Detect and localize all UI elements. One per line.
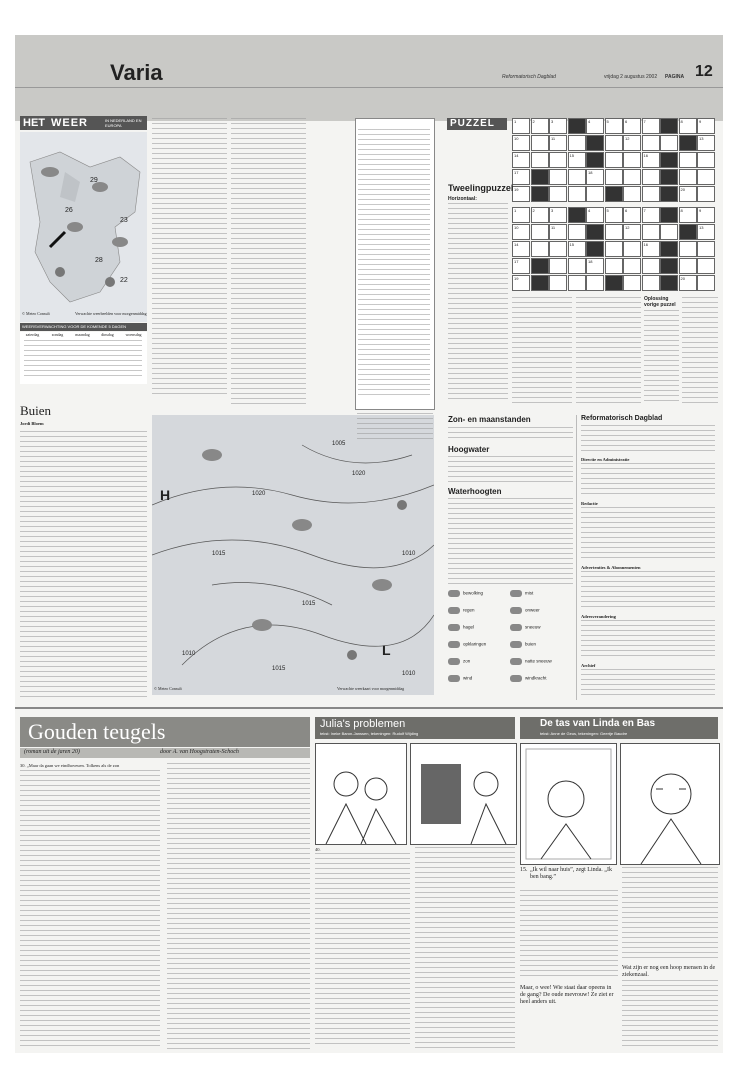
forecast-values xyxy=(24,340,142,380)
grid1-cell-number: 3 xyxy=(551,119,554,124)
zon-text xyxy=(448,427,573,441)
isobar-label-5: 1010 xyxy=(402,551,416,557)
isobar-label-1: 1020 xyxy=(252,491,266,497)
grid2-cell xyxy=(642,275,660,291)
colofon-address xyxy=(581,425,715,455)
grid1-cell xyxy=(531,186,549,202)
grid1-cell xyxy=(568,152,586,168)
julia-panel-2 xyxy=(410,743,517,845)
grid1-cell xyxy=(679,135,697,151)
gouden-sub-left: (roman uit de jaren 20) xyxy=(24,749,80,755)
grid1-cell xyxy=(512,152,530,168)
legend-label: mist xyxy=(525,590,534,596)
waterhoogten-text xyxy=(448,498,573,586)
grid1-cell-number: 12 xyxy=(625,136,630,141)
legend-label: onweer xyxy=(525,607,540,613)
grid1-cell xyxy=(623,118,641,134)
grid1-cell xyxy=(512,118,530,134)
weather-map xyxy=(20,132,147,322)
grid1-cell xyxy=(679,118,697,134)
grid2-cell xyxy=(549,258,567,274)
page-number: 12 xyxy=(695,63,713,80)
grid1-cell xyxy=(642,169,660,185)
grid1-cell xyxy=(549,135,567,151)
grid2-cell xyxy=(549,224,567,240)
grid1-cell-number: 1 xyxy=(514,119,517,124)
legend-label: buien xyxy=(525,641,537,647)
grid1-cell-number: 16 xyxy=(643,153,648,158)
grid1-cell-number: 9 xyxy=(699,119,702,124)
legend-item xyxy=(448,590,483,597)
grid2-cell xyxy=(531,258,549,274)
weather-map-icon xyxy=(20,132,147,310)
grid1-cell xyxy=(697,169,715,185)
legend-symbol-icon xyxy=(510,641,522,648)
grid1-cell xyxy=(660,152,678,168)
legend-symbol-icon xyxy=(448,590,460,597)
colofon xyxy=(576,415,719,700)
puzzle-clues-1 xyxy=(448,203,508,403)
buien-text xyxy=(20,431,147,701)
puzzle-solution-1 xyxy=(644,310,679,403)
grid2-cell xyxy=(642,241,660,257)
forecast-banner: WEERSVERWACHTING VOOR DE KOMENDE 5 DAGEN xyxy=(20,323,147,331)
issue-date: vrijdag 2 augustus 2002 xyxy=(604,74,658,80)
grid1-cell-number: 18 xyxy=(588,170,593,175)
grid2-cell-number: 5 xyxy=(606,208,609,213)
grid2-cell xyxy=(642,207,660,223)
julia-credits: tekst: Ineke Baron-Janssen, tekeningen: Rudolf Wijding xyxy=(320,731,419,736)
grid2-cell xyxy=(512,207,530,223)
grid2-cell xyxy=(697,258,715,274)
weather-banner-sub: IN NEDERLAND EN EUROPA xyxy=(105,118,142,128)
grid2-cell xyxy=(697,241,715,257)
grid1-cell xyxy=(623,152,641,168)
legend-label: windkracht xyxy=(525,675,547,681)
crossword-grid-1 xyxy=(512,118,717,203)
grid2-cell-number: 17 xyxy=(514,259,519,264)
grid2-cell-number: 1 xyxy=(514,208,517,213)
grid1-cell-number: 2 xyxy=(532,119,535,124)
grid2-cell-number: 10 xyxy=(514,225,519,230)
grid1-cell xyxy=(549,152,567,168)
grid2-cell-number: 11 xyxy=(551,225,556,230)
crossword-grid-2 xyxy=(512,207,717,292)
grid2-cell xyxy=(512,258,530,274)
isobar-label-6: 1010 xyxy=(182,651,196,657)
linda-panel-1 xyxy=(520,743,617,865)
grid2-cell-number: 13 xyxy=(699,225,704,230)
isobar-label-3: 1015 xyxy=(212,551,226,557)
legend-symbol-icon xyxy=(448,641,460,648)
colofon-block3 xyxy=(581,571,715,611)
grid2-cell xyxy=(623,275,641,291)
weather-text-col2 xyxy=(152,118,227,398)
grid2-cell xyxy=(660,258,678,274)
grid2-cell xyxy=(660,241,678,257)
grid2-cell xyxy=(586,224,604,240)
grid1-cell-number: 17 xyxy=(514,170,519,175)
gouden-text-col1 xyxy=(20,770,160,1050)
grid2-cell xyxy=(586,258,604,274)
grid1-cell xyxy=(586,169,604,185)
temperature-table xyxy=(355,118,435,410)
grid2-cell xyxy=(531,275,549,291)
grid2-cell xyxy=(660,224,678,240)
colofon-block1 xyxy=(581,463,715,498)
grid1-cell xyxy=(660,135,678,151)
grid1-cell xyxy=(568,169,586,185)
grid2-cell xyxy=(697,275,715,291)
grid1-cell xyxy=(512,135,530,151)
legend-item xyxy=(448,658,470,665)
linda-title: De tas van Linda en Bas xyxy=(540,718,656,729)
colofon-block2 xyxy=(581,507,715,562)
grid1-cell xyxy=(679,152,697,168)
grid1-cell xyxy=(512,186,530,202)
forecast-day-3: maandag xyxy=(75,332,90,337)
grid1-cell xyxy=(605,118,623,134)
section-divider xyxy=(15,707,723,709)
legend-label: hagel xyxy=(463,624,475,630)
gouden-first-line: 30. „Maar da gaan we eindhoveuen. Tolkens als de zon xyxy=(20,763,120,768)
grid2-cell xyxy=(660,275,678,291)
colofon-sub5: Archief xyxy=(581,663,596,668)
weather-legend xyxy=(448,590,573,700)
grid2-cell xyxy=(549,241,567,257)
linda-credits: tekst: Anne de Geus, tekeningen: Geertje Baudre xyxy=(540,731,628,736)
map-temp-3: 23 xyxy=(120,217,128,224)
puzzle-horizontaal: Horizontaal: xyxy=(448,196,477,202)
map-temp-1: 29 xyxy=(90,177,98,184)
grid1-cell xyxy=(586,152,604,168)
legend-item xyxy=(448,624,474,631)
chart-credit: © Meteo Consult xyxy=(154,686,182,691)
isobar-label-9: 1015 xyxy=(272,666,286,672)
zon-title: Zon- en maanstanden xyxy=(448,415,531,424)
isobar-label-2: 1020 xyxy=(352,471,366,477)
legend-label: regen xyxy=(463,607,475,613)
chart-caption: Verwachte weerkaart voor morgenmiddag xyxy=(337,686,405,691)
grid2-cell xyxy=(512,275,530,291)
legend-item xyxy=(448,675,472,682)
linda-text-col1 xyxy=(520,890,618,980)
julia-panel-1 xyxy=(315,743,407,845)
linda-text-col3 xyxy=(622,980,718,1048)
puzzel-banner: PUZZEL xyxy=(447,118,507,130)
grid1-cell xyxy=(605,169,623,185)
grid2-cell xyxy=(679,224,697,240)
legend-label: natte sneeuw xyxy=(525,658,552,664)
colofon-sub2: Redactie xyxy=(581,501,598,506)
grid2-cell xyxy=(549,275,567,291)
legend-item xyxy=(510,658,552,665)
gouden-sub-right: door A. van Hoogstraten-Schoch xyxy=(160,749,239,755)
grid1-cell xyxy=(623,135,641,151)
legend-item xyxy=(510,590,533,597)
grid1-cell xyxy=(623,169,641,185)
paper-name: Reformatorisch Dagblad xyxy=(502,74,556,80)
julia-title: Julia's problemen xyxy=(320,718,406,730)
grid2-cell xyxy=(679,241,697,257)
legend-symbol-icon xyxy=(510,590,522,597)
grid1-cell xyxy=(531,135,549,151)
colofon-sub3: Advertenties & Abonnementen xyxy=(581,565,641,570)
gouden-title: Gouden teugels xyxy=(28,719,166,744)
grid2-cell-number: 18 xyxy=(588,259,593,264)
linda-opening: Maar, o wee! Wie staat daar opeens in de gang? De oude mevrouw! Ze ziet er heel anders uit. xyxy=(520,985,614,1005)
grid2-cell xyxy=(568,224,586,240)
newspaper-page xyxy=(15,35,723,1053)
legend-item xyxy=(510,607,540,614)
grid2-cell xyxy=(605,207,623,223)
puzzle-oplossing: Oplossing vorige puzzel xyxy=(644,296,676,308)
grid1-cell xyxy=(642,135,660,151)
grid2-cell xyxy=(568,241,586,257)
colofon-title: Reformatorisch Dagblad xyxy=(581,415,663,422)
legend-symbol-icon xyxy=(510,607,522,614)
page-label: PAGINA xyxy=(665,74,685,80)
isobar-label-4: 1015 xyxy=(302,601,316,607)
grid1-cell-number: 5 xyxy=(606,119,609,124)
grid2-cell xyxy=(531,224,549,240)
legend-symbol-icon xyxy=(510,658,522,665)
grid1-cell xyxy=(549,169,567,185)
legend-symbol-icon xyxy=(448,624,460,631)
grid1-cell xyxy=(531,169,549,185)
map-temp-5: 22 xyxy=(120,277,128,284)
grid1-cell-number: 15 xyxy=(569,153,574,158)
grid2-cell-number: 12 xyxy=(625,225,630,230)
weather-banner-het: HET xyxy=(23,117,45,129)
grid1-cell xyxy=(586,186,604,202)
grid1-cell xyxy=(512,169,530,185)
grid1-cell xyxy=(531,152,549,168)
grid2-cell xyxy=(512,224,530,240)
griekenland-text xyxy=(357,413,433,441)
colofon-sub1: Directie en Administratie xyxy=(581,457,630,462)
legend-symbol-icon xyxy=(448,658,460,665)
weather-banner-weer: WEER xyxy=(51,117,88,129)
legend-item xyxy=(510,675,547,682)
grid2-cell xyxy=(531,241,549,257)
forecast-day-4: dinsdag xyxy=(101,332,114,337)
grid1-cell-number: 6 xyxy=(625,119,628,124)
grid1-cell xyxy=(679,186,697,202)
grid1-cell-number: 8 xyxy=(680,119,683,124)
grid2-cell xyxy=(568,258,586,274)
grid2-cell xyxy=(642,258,660,274)
grid1-cell xyxy=(568,186,586,202)
isobar-label-8: 1010 xyxy=(402,671,416,677)
grid1-cell xyxy=(605,135,623,151)
grid2-cell xyxy=(679,275,697,291)
linda-quote-1: „Ik wil naar huis”, zegt Linda. „Ik ben bang.” xyxy=(530,867,612,880)
map-credit: © Meteo Consult xyxy=(22,311,50,316)
map-caption: Verwachte weerbeelden voor morgenmiddag xyxy=(75,311,147,316)
hoogwater-title: Hoogwater xyxy=(448,445,490,454)
linda-panel-2 xyxy=(620,743,720,865)
linda-quote-2: Wat zijn er nog een hoop mensen in de ziekenzaal. xyxy=(622,965,716,978)
grid1-cell xyxy=(623,186,641,202)
legend-label: wind xyxy=(463,675,473,681)
map-temp-4: 28 xyxy=(95,257,103,264)
grid2-cell xyxy=(660,207,678,223)
grid2-cell-number: 9 xyxy=(699,208,702,213)
grid1-cell xyxy=(605,152,623,168)
linda-episode: 15. xyxy=(520,867,528,873)
pressure-low-label: L xyxy=(382,642,391,658)
grid1-cell-number: 4 xyxy=(588,119,591,124)
isobar-label-7: 1005 xyxy=(332,441,346,447)
julia-text-col2 xyxy=(415,847,515,1048)
puzzle-clues-2 xyxy=(512,297,572,403)
puzzle-clues-3 xyxy=(576,297,641,403)
grid1-cell xyxy=(642,186,660,202)
forecast-day-1: zaterdag xyxy=(25,332,40,337)
grid1-cell-number: 19 xyxy=(514,187,519,192)
grid2-cell-number: 16 xyxy=(643,242,648,247)
grid2-cell-number: 19 xyxy=(514,276,519,281)
grid2-cell xyxy=(568,207,586,223)
grid1-cell xyxy=(549,118,567,134)
map-temp-2: 26 xyxy=(65,207,73,214)
grid2-cell-number: 2 xyxy=(532,208,535,213)
grid1-cell xyxy=(605,186,623,202)
grid1-cell xyxy=(568,135,586,151)
grid1-cell xyxy=(586,118,604,134)
legend-symbol-icon xyxy=(448,607,460,614)
grid2-cell-number: 6 xyxy=(625,208,628,213)
julia-text-col1 xyxy=(315,853,410,1048)
grid2-cell-number: 4 xyxy=(588,208,591,213)
gouden-text-col2 xyxy=(167,763,310,1050)
grid1-cell xyxy=(531,118,549,134)
grid2-cell xyxy=(679,258,697,274)
grid2-cell xyxy=(623,207,641,223)
grid1-cell xyxy=(697,135,715,151)
weather-banner xyxy=(20,116,147,130)
legend-symbol-icon xyxy=(510,624,522,631)
weather-text-col3 xyxy=(231,118,306,408)
grid2-cell-number: 8 xyxy=(680,208,683,213)
linda-banner xyxy=(520,717,718,739)
forecast-table xyxy=(20,332,147,384)
grid1-cell xyxy=(697,152,715,168)
grid1-cell-number: 11 xyxy=(551,136,556,141)
grid2-cell xyxy=(642,224,660,240)
grid2-cell-number: 15 xyxy=(569,242,574,247)
puzzle-solution-2 xyxy=(682,297,718,403)
legend-item xyxy=(448,641,486,648)
linda-text-col2 xyxy=(622,867,718,962)
grid2-cell xyxy=(697,224,715,240)
colofon-block5 xyxy=(581,669,715,697)
legend-label: sneeuw xyxy=(525,624,541,630)
grid2-cell xyxy=(605,258,623,274)
grid2-cell-number: 7 xyxy=(643,208,646,213)
legend-item xyxy=(448,607,475,614)
grid2-cell-number: 3 xyxy=(551,208,554,213)
grid1-cell-number: 10 xyxy=(514,136,519,141)
waterhoogten-title: Waterhoogten xyxy=(448,487,502,496)
grid2-cell xyxy=(549,207,567,223)
grid1-cell xyxy=(679,169,697,185)
grid2-cell-number: 20 xyxy=(680,276,685,281)
grid1-cell xyxy=(660,118,678,134)
grid2-cell xyxy=(623,258,641,274)
grid1-cell-number: 20 xyxy=(680,187,685,192)
gouden-banner xyxy=(20,717,310,747)
header-rule xyxy=(15,87,723,88)
grid1-cell xyxy=(697,186,715,202)
grid2-cell xyxy=(531,207,549,223)
legend-label: bewolking xyxy=(463,590,484,596)
buien-byline: Jordi Bloem xyxy=(20,421,44,426)
julia-episode: 40. xyxy=(315,847,321,852)
grid2-cell xyxy=(605,241,623,257)
colofon-sub4: Adresverandering xyxy=(581,614,616,619)
julia-banner xyxy=(315,717,515,739)
legend-symbol-icon xyxy=(448,675,460,682)
legend-item xyxy=(510,624,541,631)
grid2-cell xyxy=(605,275,623,291)
legend-symbol-icon xyxy=(510,675,522,682)
grid2-cell-number: 14 xyxy=(514,242,519,247)
grid1-cell xyxy=(642,152,660,168)
grid1-cell xyxy=(549,186,567,202)
isobar-map xyxy=(152,415,434,685)
grid2-cell xyxy=(568,275,586,291)
grid1-cell xyxy=(642,118,660,134)
grid1-cell xyxy=(660,169,678,185)
pressure-high-label: H xyxy=(160,487,171,503)
grid1-cell xyxy=(660,186,678,202)
grid2-cell xyxy=(512,241,530,257)
grid1-cell-number: 14 xyxy=(514,153,519,158)
buien-title: Buien xyxy=(20,403,52,418)
grid1-cell xyxy=(586,135,604,151)
grid2-cell xyxy=(586,207,604,223)
grid2-cell xyxy=(623,241,641,257)
forecast-day-2: zondag xyxy=(51,332,64,337)
grid1-cell xyxy=(568,118,586,134)
gouden-subbar xyxy=(20,748,310,758)
section-title: Varia xyxy=(110,60,163,85)
colofon-block4 xyxy=(581,620,715,660)
grid2-cell xyxy=(697,207,715,223)
grid2-cell xyxy=(586,275,604,291)
grid2-cell xyxy=(586,241,604,257)
grid1-cell-number: 13 xyxy=(699,136,704,141)
temperature-rows xyxy=(358,129,430,399)
legend-label: opklaringen xyxy=(463,641,487,647)
forecast-day-5: woensdag xyxy=(125,332,142,337)
puzzle-title: Tweelingpuzzel xyxy=(448,183,514,193)
grid2-cell xyxy=(605,224,623,240)
legend-label: zon xyxy=(463,658,471,664)
legend-item xyxy=(510,641,536,648)
weather-chart xyxy=(152,415,434,695)
grid1-cell xyxy=(697,118,715,134)
grid2-cell xyxy=(623,224,641,240)
grid1-cell-number: 7 xyxy=(643,119,646,124)
hoogwater-text xyxy=(448,456,573,484)
grid2-cell xyxy=(679,207,697,223)
